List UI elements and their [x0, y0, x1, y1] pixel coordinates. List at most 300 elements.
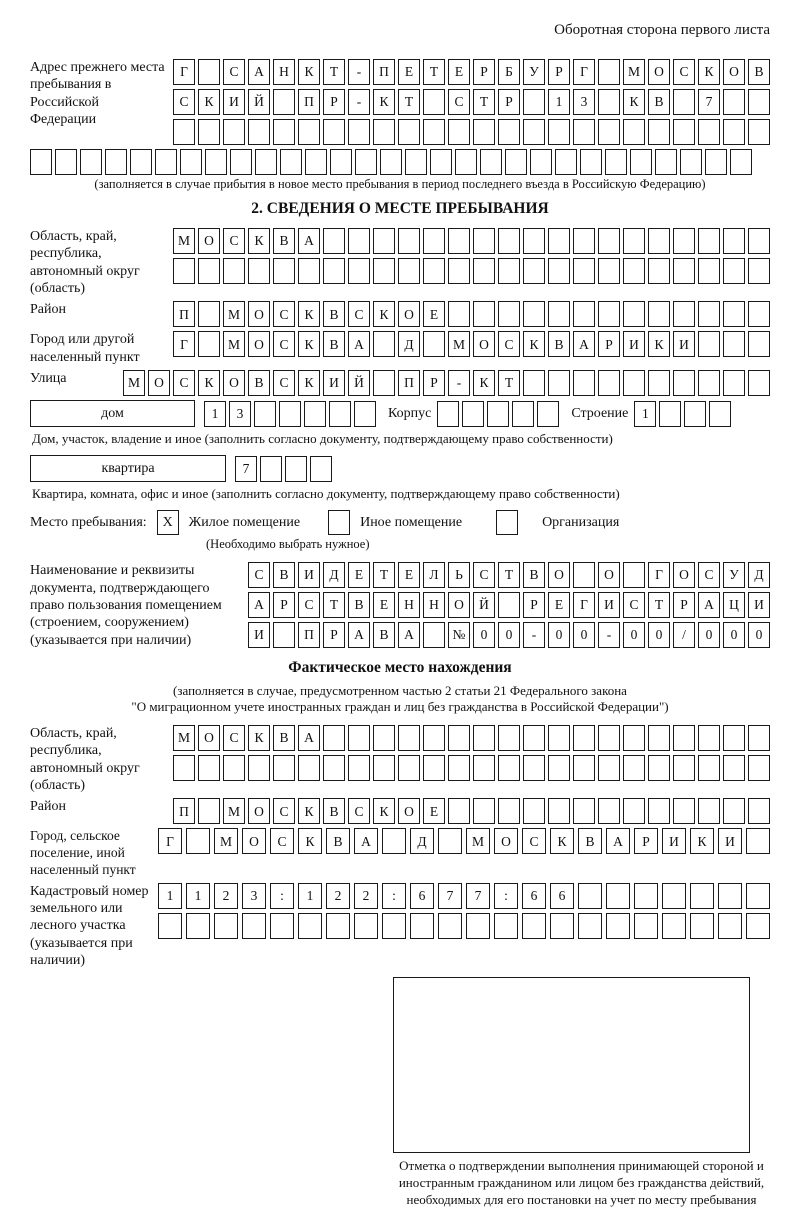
- char-cell: 0: [573, 622, 595, 648]
- option-other-premises-label: Иное помещение: [360, 514, 463, 530]
- char-cell: [705, 149, 727, 175]
- actual-region-row-2: [173, 755, 770, 781]
- char-cell: [198, 301, 220, 327]
- option-residential-label: Жилое помещение: [188, 514, 301, 530]
- char-cell: И: [323, 370, 345, 396]
- char-cell: Й: [348, 370, 370, 396]
- char-cell: 2: [326, 883, 350, 909]
- char-cell: [382, 828, 406, 854]
- char-cell: [254, 401, 276, 427]
- char-cell: [398, 725, 420, 751]
- char-cell: [698, 301, 720, 327]
- char-cell: [438, 828, 462, 854]
- char-cell: Р: [598, 331, 620, 357]
- char-cell: [598, 370, 620, 396]
- char-cell: [270, 913, 294, 939]
- char-cell: 1: [186, 883, 210, 909]
- apartment-caption: Квартира, комната, офис и иное (заполнить согласно документу, подтверждающему право собственности): [32, 486, 620, 502]
- char-cell: [348, 258, 370, 284]
- char-cell: [423, 755, 445, 781]
- char-cell: А: [398, 622, 420, 648]
- char-cell: [718, 883, 742, 909]
- char-cell: К: [550, 828, 574, 854]
- stamp-area: [393, 977, 770, 1209]
- char-cell: В: [578, 828, 602, 854]
- prev-address-row-1: [173, 59, 770, 85]
- char-cell: [373, 331, 395, 357]
- char-cell: С: [270, 828, 294, 854]
- char-cell: С: [498, 331, 520, 357]
- char-cell: [373, 258, 395, 284]
- char-cell: [330, 149, 352, 175]
- char-cell: [550, 913, 574, 939]
- char-cell: 7: [698, 89, 720, 115]
- char-cell: [634, 883, 658, 909]
- stay-type-row: [30, 510, 770, 535]
- cadastral-row-2: [158, 913, 770, 939]
- char-cell: [673, 725, 695, 751]
- char-cell: И: [298, 562, 320, 588]
- checkbox-residential: X: [157, 510, 179, 535]
- char-cell: Д: [410, 828, 434, 854]
- char-cell: [648, 119, 670, 145]
- prev-address-block: [30, 59, 770, 145]
- char-cell: [748, 331, 770, 357]
- char-cell: С: [448, 89, 470, 115]
- char-cell: [473, 301, 495, 327]
- char-cell: [573, 370, 595, 396]
- char-cell: К: [373, 798, 395, 824]
- char-cell: [423, 228, 445, 254]
- char-cell: 2: [214, 883, 238, 909]
- char-cell: И: [598, 592, 620, 618]
- char-cell: 0: [723, 622, 745, 648]
- char-cell: [573, 228, 595, 254]
- char-cell: О: [248, 798, 270, 824]
- char-cell: Г: [158, 828, 182, 854]
- region-row-2: [173, 258, 770, 284]
- char-cell: [730, 149, 752, 175]
- char-cell: [648, 258, 670, 284]
- char-cell: Д: [398, 331, 420, 357]
- cadastral-row-1: [158, 883, 770, 909]
- district-label: Район: [30, 302, 66, 318]
- char-cell: Р: [273, 592, 295, 618]
- char-cell: [606, 883, 630, 909]
- char-cell: [673, 798, 695, 824]
- char-cell: [498, 301, 520, 327]
- char-cell: И: [718, 828, 742, 854]
- char-cell: [623, 301, 645, 327]
- char-cell: И: [673, 331, 695, 357]
- house-box: дом: [30, 400, 195, 427]
- char-cell: К: [473, 370, 495, 396]
- char-cell: [273, 258, 295, 284]
- char-cell: [198, 331, 220, 357]
- char-cell: [230, 149, 252, 175]
- char-cell: К: [298, 370, 320, 396]
- char-cell: 3: [242, 883, 266, 909]
- stamp-box: [393, 977, 750, 1153]
- char-cell: [723, 331, 745, 357]
- char-cell: [648, 370, 670, 396]
- char-cell: Р: [634, 828, 658, 854]
- char-cell: В: [323, 798, 345, 824]
- char-cell: 1: [548, 89, 570, 115]
- char-cell: [498, 258, 520, 284]
- char-cell: В: [373, 622, 395, 648]
- char-cell: С: [298, 592, 320, 618]
- char-cell: [423, 725, 445, 751]
- actual-city-label: Город, сельское поселение, иной населенный пункт: [30, 828, 136, 877]
- char-cell: [273, 755, 295, 781]
- char-cell: Т: [373, 562, 395, 588]
- char-cell: [255, 149, 277, 175]
- stroenie-label: Строение: [571, 406, 629, 422]
- char-cell: О: [673, 562, 695, 588]
- char-cell: [537, 401, 559, 427]
- char-cell: [398, 755, 420, 781]
- char-cell: А: [354, 828, 378, 854]
- char-cell: [748, 755, 770, 781]
- char-cell: [180, 149, 202, 175]
- char-cell: :: [494, 883, 518, 909]
- char-cell: [623, 228, 645, 254]
- char-cell: Д: [748, 562, 770, 588]
- char-cell: [398, 228, 420, 254]
- char-cell: Й: [473, 592, 495, 618]
- char-cell: [723, 798, 745, 824]
- char-cell: С: [522, 828, 546, 854]
- char-cell: [198, 798, 220, 824]
- char-cell: [748, 370, 770, 396]
- char-cell: В: [348, 592, 370, 618]
- char-cell: М: [123, 370, 145, 396]
- char-cell: К: [523, 331, 545, 357]
- actual-location-title: Фактическое место нахождения: [288, 658, 512, 676]
- char-cell: -: [598, 622, 620, 648]
- char-cell: Е: [423, 798, 445, 824]
- char-cell: [723, 370, 745, 396]
- char-cell: -: [348, 59, 370, 85]
- char-cell: [523, 89, 545, 115]
- document-label: Наименование и реквизиты документа, подтверждающего право пользования помещением (строением, сооружением) (указывается при наличии): [30, 563, 222, 648]
- char-cell: [354, 401, 376, 427]
- char-cell: [573, 258, 595, 284]
- char-cell: К: [373, 301, 395, 327]
- char-cell: [448, 228, 470, 254]
- char-cell: [748, 798, 770, 824]
- actual-region-label: Область, край, республика, автономный округ (область): [30, 725, 140, 794]
- char-cell: [373, 228, 395, 254]
- street-block: [30, 370, 770, 396]
- apartment-box: квартира: [30, 455, 226, 482]
- char-cell: [548, 228, 570, 254]
- actual-district-row: [173, 798, 770, 824]
- char-cell: [698, 119, 720, 145]
- char-cell: П: [298, 89, 320, 115]
- char-cell: №: [448, 622, 470, 648]
- char-cell: [723, 228, 745, 254]
- char-cell: А: [573, 331, 595, 357]
- char-cell: [348, 228, 370, 254]
- prev-address-label: Адрес прежнего места пребывания в Российской Федерации: [30, 60, 165, 128]
- char-cell: Т: [498, 370, 520, 396]
- house-row: [30, 400, 770, 427]
- char-cell: [698, 370, 720, 396]
- char-cell: [323, 755, 345, 781]
- char-cell: С: [273, 370, 295, 396]
- char-cell: [423, 622, 445, 648]
- checkbox-other-premises: [328, 510, 350, 535]
- char-cell: [305, 149, 327, 175]
- prev-address-grids: [173, 59, 770, 145]
- char-cell: 3: [229, 401, 251, 427]
- char-cell: [598, 755, 620, 781]
- char-cell: [748, 228, 770, 254]
- char-cell: [437, 401, 459, 427]
- char-cell: [273, 119, 295, 145]
- char-cell: [423, 258, 445, 284]
- char-cell: [348, 725, 370, 751]
- char-cell: Р: [323, 89, 345, 115]
- char-cell: [498, 592, 520, 618]
- char-cell: [634, 913, 658, 939]
- char-cell: [698, 258, 720, 284]
- document-row-2: [248, 592, 770, 618]
- char-cell: У: [523, 59, 545, 85]
- char-cell: [673, 119, 695, 145]
- char-cell: [530, 149, 552, 175]
- char-cell: [382, 913, 406, 939]
- char-cell: [605, 149, 627, 175]
- char-cell: Г: [573, 592, 595, 618]
- char-cell: К: [298, 301, 320, 327]
- char-cell: [673, 89, 695, 115]
- char-cell: О: [648, 59, 670, 85]
- char-cell: [623, 258, 645, 284]
- char-cell: В: [648, 89, 670, 115]
- char-cell: [223, 119, 245, 145]
- char-cell: В: [248, 370, 270, 396]
- char-cell: С: [173, 370, 195, 396]
- char-cell: И: [662, 828, 686, 854]
- char-cell: [723, 755, 745, 781]
- char-cell: М: [173, 228, 195, 254]
- char-cell: [55, 149, 77, 175]
- char-cell: 7: [466, 883, 490, 909]
- char-cell: Г: [648, 562, 670, 588]
- char-cell: 0: [498, 622, 520, 648]
- char-cell: С: [623, 592, 645, 618]
- char-cell: [155, 149, 177, 175]
- district-block: [30, 301, 770, 327]
- char-cell: [523, 755, 545, 781]
- char-cell: Т: [323, 59, 345, 85]
- char-cell: [498, 798, 520, 824]
- char-cell: [248, 258, 270, 284]
- char-cell: [173, 258, 195, 284]
- char-cell: [555, 149, 577, 175]
- char-cell: [462, 401, 484, 427]
- stay-type-note: (Необходимо выбрать нужное): [206, 537, 370, 552]
- char-cell: [348, 119, 370, 145]
- char-cell: [698, 228, 720, 254]
- char-cell: [659, 401, 681, 427]
- checkbox-organization: [496, 510, 518, 535]
- char-cell: [438, 913, 462, 939]
- char-cell: [298, 755, 320, 781]
- char-cell: [398, 258, 420, 284]
- char-cell: [748, 725, 770, 751]
- char-cell: О: [248, 331, 270, 357]
- char-cell: В: [273, 228, 295, 254]
- char-cell: В: [326, 828, 350, 854]
- char-cell: И: [223, 89, 245, 115]
- char-cell: Л: [423, 562, 445, 588]
- document-row-1: [248, 562, 770, 588]
- char-cell: [398, 119, 420, 145]
- char-cell: В: [273, 725, 295, 751]
- char-cell: [598, 89, 620, 115]
- actual-city-row: [158, 828, 770, 854]
- actual-district-label: Район: [30, 799, 66, 815]
- char-cell: А: [298, 725, 320, 751]
- char-cell: О: [198, 725, 220, 751]
- char-cell: Т: [323, 592, 345, 618]
- char-cell: 1: [158, 883, 182, 909]
- char-cell: Р: [323, 622, 345, 648]
- char-cell: [648, 301, 670, 327]
- char-cell: Т: [398, 89, 420, 115]
- char-cell: [30, 149, 52, 175]
- char-cell: [248, 119, 270, 145]
- actual-location-caption-1: (заполняется в случае, предусмотренном частью 2 статьи 21 Федерального закона: [173, 682, 627, 698]
- char-cell: [285, 456, 307, 482]
- char-cell: [746, 913, 770, 939]
- char-cell: 0: [548, 622, 570, 648]
- actual-region-row-1: [173, 725, 770, 751]
- street-row: [123, 370, 770, 396]
- char-cell: [466, 913, 490, 939]
- char-cell: [748, 258, 770, 284]
- char-cell: [630, 149, 652, 175]
- char-cell: С: [173, 89, 195, 115]
- char-cell: [273, 89, 295, 115]
- document-block: [30, 562, 770, 649]
- char-cell: Е: [448, 59, 470, 85]
- char-cell: [723, 725, 745, 751]
- char-cell: [598, 798, 620, 824]
- char-cell: 1: [298, 883, 322, 909]
- char-cell: [523, 370, 545, 396]
- char-cell: [473, 725, 495, 751]
- char-cell: [623, 562, 645, 588]
- char-cell: [186, 828, 210, 854]
- char-cell: 0: [473, 622, 495, 648]
- char-cell: Н: [423, 592, 445, 618]
- char-cell: С: [698, 562, 720, 588]
- char-cell: [505, 149, 527, 175]
- char-cell: М: [223, 798, 245, 824]
- district-row: [173, 301, 770, 327]
- char-cell: [748, 89, 770, 115]
- char-cell: [329, 401, 351, 427]
- char-cell: [718, 913, 742, 939]
- char-cell: И: [248, 622, 270, 648]
- char-cell: [680, 149, 702, 175]
- char-cell: Е: [398, 562, 420, 588]
- char-cell: Р: [548, 59, 570, 85]
- char-cell: И: [748, 592, 770, 618]
- char-cell: [522, 913, 546, 939]
- char-cell: П: [298, 622, 320, 648]
- actual-location-caption-2: "О миграционном учете иностранных граждан и лиц без гражданства в Российской Федерации"): [131, 698, 669, 714]
- char-cell: [598, 258, 620, 284]
- char-cell: [623, 725, 645, 751]
- char-cell: [698, 331, 720, 357]
- char-cell: [130, 149, 152, 175]
- char-cell: К: [698, 59, 720, 85]
- option-organization-label: Организация: [542, 514, 620, 530]
- char-cell: С: [248, 562, 270, 588]
- cadastral-label: Кадастровый номер земельного или лесного участка (указывается при наличии): [30, 883, 149, 969]
- char-cell: О: [548, 562, 570, 588]
- char-cell: О: [723, 59, 745, 85]
- char-cell: К: [198, 370, 220, 396]
- char-cell: С: [273, 301, 295, 327]
- char-cell: 7: [438, 883, 462, 909]
- char-cell: К: [298, 59, 320, 85]
- char-cell: 0: [648, 622, 670, 648]
- char-cell: С: [273, 331, 295, 357]
- char-cell: С: [273, 798, 295, 824]
- char-cell: [448, 301, 470, 327]
- char-cell: К: [298, 798, 320, 824]
- korpus-cells: [437, 401, 559, 427]
- char-cell: [323, 258, 345, 284]
- char-cell: [723, 89, 745, 115]
- char-cell: С: [473, 562, 495, 588]
- char-cell: А: [298, 228, 320, 254]
- char-cell: [448, 725, 470, 751]
- char-cell: К: [298, 828, 322, 854]
- char-cell: [684, 401, 706, 427]
- char-cell: -: [348, 89, 370, 115]
- char-cell: [648, 798, 670, 824]
- char-cell: [448, 798, 470, 824]
- char-cell: О: [494, 828, 518, 854]
- char-cell: Ь: [448, 562, 470, 588]
- char-cell: [598, 228, 620, 254]
- char-cell: [498, 755, 520, 781]
- char-cell: [448, 119, 470, 145]
- char-cell: [690, 883, 714, 909]
- char-cell: [548, 370, 570, 396]
- char-cell: [205, 149, 227, 175]
- char-cell: О: [248, 301, 270, 327]
- char-cell: [298, 119, 320, 145]
- char-cell: [523, 258, 545, 284]
- char-cell: [405, 149, 427, 175]
- char-cell: [573, 119, 595, 145]
- char-cell: К: [198, 89, 220, 115]
- char-cell: [242, 913, 266, 939]
- char-cell: К: [373, 89, 395, 115]
- char-cell: [598, 725, 620, 751]
- char-cell: [498, 119, 520, 145]
- char-cell: [373, 119, 395, 145]
